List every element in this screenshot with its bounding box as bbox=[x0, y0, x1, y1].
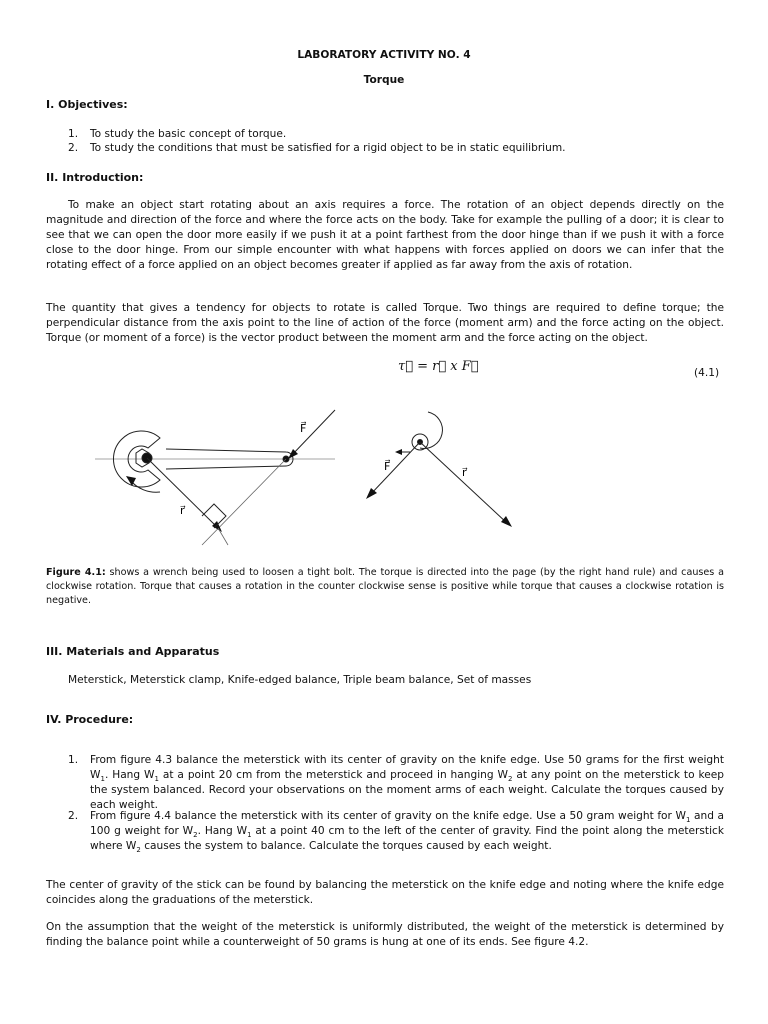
list-number: 2. bbox=[68, 142, 79, 154]
label-radius: r⃗ bbox=[180, 504, 185, 517]
activity-title: LABORATORY ACTIVITY NO. 4 bbox=[297, 49, 471, 61]
procedure-item bbox=[68, 753, 724, 813]
objectives-heading: I. Objectives: bbox=[46, 98, 128, 111]
page-title: Torque bbox=[363, 74, 405, 86]
radius-arrow-right bbox=[420, 442, 508, 524]
objective-item bbox=[68, 127, 724, 142]
label-force-right: F⃗ bbox=[384, 460, 391, 473]
label-force: F⃗ bbox=[300, 422, 307, 435]
torque-equation: τ⃗ = r⃗ x F⃗ bbox=[398, 359, 479, 374]
closing-paragraph-2: On the assumption that the weight of the meterstick is uniformly distributed, the weight of the meterstick is determined by finding the balance point while a counterweight of 50 grams is hung at one of its ends. See figure 4.2. bbox=[46, 921, 724, 948]
list-text: From figure 4.4 balance the meterstick with its center of gravity on the knife edge. Use a 50 gram weight for $W_1$ and a 100 g weight for $W_2$. Hang $W_1$ at a point 40 cm to the left of the center of gravity. Find the point along the meterstick where $W_2$ causes the system to balance. Calculate the torques caused by each weight. bbox=[90, 810, 724, 855]
list-number: 2. bbox=[68, 810, 79, 822]
closing-paragraph-1: The center of gravity of the stick can be found by balancing the meterstick on the knife edge and noting where the knife edge coincides along the graduations of the meterstick. bbox=[46, 879, 724, 906]
arm-extension bbox=[218, 528, 228, 545]
procedure-heading: IV. Procedure: bbox=[46, 713, 134, 726]
caption-label: Figure 4.1: bbox=[46, 567, 106, 578]
list-text: From figure 4.3 balance the meterstick with its center of gravity on the knife edge. Use 50 grams for the first weight $W_1$. Hang $W_1$ at a point 20 cm from the meterstick and proceed in hanging $W_2$ at any point on the meterstick to keep the system balanced. Record your observations on the moment arms of each weight. Calculate the torques caused by each weight. bbox=[90, 754, 724, 811]
figure-caption bbox=[46, 566, 724, 608]
figure-wrench-diagram bbox=[90, 400, 530, 550]
list-text: To study the basic concept of torque. bbox=[90, 128, 287, 140]
intro-paragraph-1: To make an object start rotating about an axis requires a force. The rotation of an object depends directly on the magnitude and direction of the force and where the force acts on the body. Take for example the pulling of a door; it is clear to see that we can open the door more easily if we push it at a point farthest from the door hinge than if we push it with a force close to the door hinge. From our simple encounter with what happens with forces applied on doors we can infer that the rotating effect of a force applied on an object becomes greater if applied as far away from the axis of rotation. bbox=[46, 199, 724, 271]
force-arrow-right bbox=[370, 442, 420, 495]
introduction-heading: II. Introduction: bbox=[46, 171, 144, 184]
list-text: To study the conditions that must be satisfied for a rigid object to be in static equilibrium. bbox=[90, 142, 566, 154]
materials-list: Meterstick, Meterstick clamp, Knife-edged balance, Triple beam balance, Set of masses bbox=[68, 674, 532, 686]
force-arrow bbox=[291, 410, 335, 456]
rotation-spiral bbox=[420, 412, 442, 448]
list-number: 1. bbox=[68, 128, 79, 140]
caption-text: shows a wrench being used to loosen a tight bolt. The torque is directed into the page (by the right hand rule) and causes a clockwise rotation. Torque that causes a rotation in the counter clockwise sense is positive while torque that causes a clockwise rotation is negative. bbox=[46, 567, 724, 606]
equation-number: (4.1) bbox=[694, 367, 720, 379]
line-of-action bbox=[202, 459, 286, 545]
small-force-arrowhead bbox=[395, 449, 402, 455]
intro-paragraph-2: The quantity that gives a tendency for objects to rotate is called Torque. Two things are required to define torque; the perpendicular distance from the axis point to the line of action of the force (moment arm) and the force acting on the object. Torque (or moment of a force) is the vector product between the moment arm and the force acting on the object. bbox=[46, 302, 724, 344]
list-number: 1. bbox=[68, 754, 79, 766]
procedure-item bbox=[68, 809, 724, 854]
objective-item bbox=[68, 141, 724, 156]
label-radius-right: r⃗ bbox=[462, 466, 467, 479]
materials-heading: III. Materials and Apparatus bbox=[46, 645, 220, 658]
radius-arrowhead-right bbox=[501, 516, 512, 527]
